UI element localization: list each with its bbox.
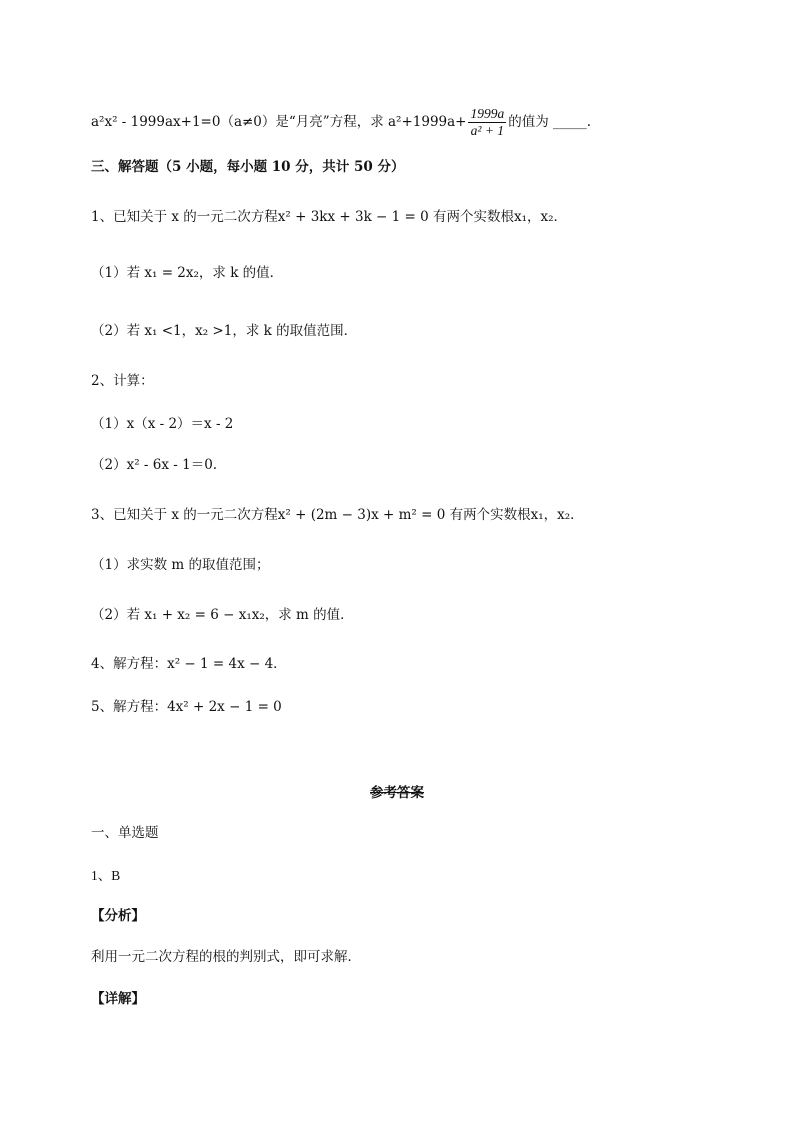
problem-1-part-2: （2）若 x₁ <1，x₂ >1，求 k 的取值范围． — [91, 323, 358, 339]
answers-title-text: 参考答案 — [370, 785, 424, 801]
fraction-denominator: a² + 1 — [470, 123, 505, 138]
problem-3-stem: 3、已知关于 x 的一元二次方程x² + (2m − 3)x + m² = 0 有两个实数根x₁，x₂． — [91, 507, 584, 523]
fraction-numerator: 1999a — [470, 106, 505, 121]
moon-question-prefix: a²x² - 1999ax+1=0（a≠0）是“月亮”方程，求 a²+1999a+ — [91, 114, 467, 130]
problem-3-part-2: （2）若 x₁ + x₂ = 6 − x₁x₂，求 m 的值． — [91, 607, 354, 623]
analysis-label: 【分析】 — [91, 908, 145, 924]
answer-item-1: 1、B — [91, 868, 121, 883]
answers-section-1: 一、单选题 — [91, 825, 159, 841]
section3-title: 三、解答题（5 小题，每小题 10 分，共计 50 分） — [91, 159, 405, 175]
moon-question — [91, 106, 591, 139]
fraction — [468, 106, 506, 139]
problem-4-stem: 4、解方程：x² − 1 = 4x − 4． — [91, 656, 287, 672]
moon-question-suffix: 的值为 _____. — [508, 114, 592, 130]
analysis-text: 利用一元二次方程的根的判别式，即可求解． — [91, 949, 361, 965]
problem-1-stem: 1、已知关于 x 的一元二次方程x² + 3kx + 3k − 1 = 0 有两个实数根x₁，x₂． — [91, 209, 568, 225]
answers-title — [0, 781, 794, 801]
problem-3-part-1: （1）求实数 m 的取值范围； — [91, 557, 270, 573]
problem-2-part-2: （2）x² - 6x - 1＝0. — [91, 457, 218, 473]
problem-2-stem: 2、计算： — [91, 373, 154, 389]
problem-1-part-1: （1）若 x₁ = 2x₂，求 k 的值． — [91, 265, 284, 281]
problem-2-part-1: （1）x（x - 2）＝x - 2 — [91, 416, 234, 432]
problem-5-stem: 5、解方程：4x² + 2x − 1 = 0 — [91, 699, 282, 715]
detail-label: 【详解】 — [91, 991, 145, 1007]
